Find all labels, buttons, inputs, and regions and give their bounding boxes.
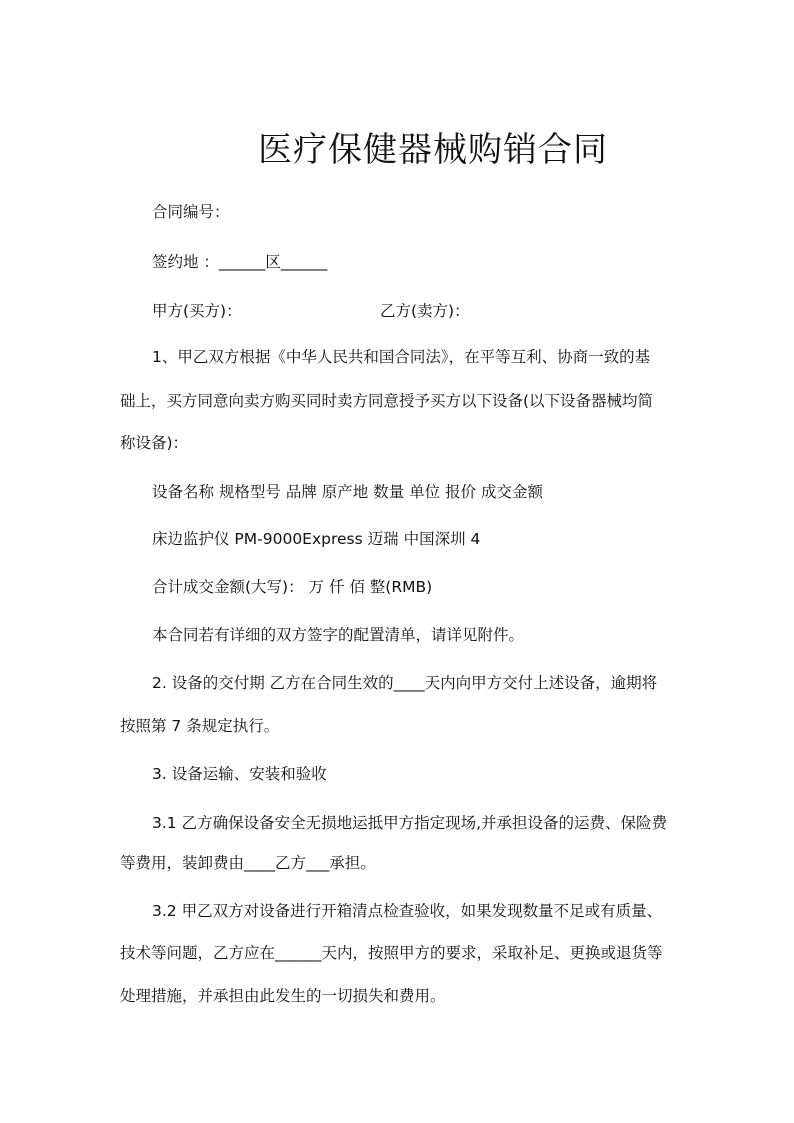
total-amount-line: 合计成交金额(大写)： 万 仟 佰 整(RMB) xyxy=(152,578,433,596)
party-a-label: 甲方(买方)： xyxy=(152,302,242,320)
clause-1-line-1: 1、甲乙双方根据《中华人民共和国合同法》，在平等互利、协商一致的基 xyxy=(152,348,651,366)
equipment-table-header: 设备名称 规格型号 品牌 原产地 数量 单位 报价 成交金额 xyxy=(152,483,543,501)
clause-3-heading: 3. 设备运输、安装和验收 xyxy=(152,765,327,783)
clause-3-2-line-2: 技术等问题，乙方应在______天内，按照甲方的要求，采取补足、更换或退货等 xyxy=(120,944,663,962)
clause-3-2-line-3: 处理措施，并承担由此发生的一切损失和费用。 xyxy=(120,987,446,1005)
equipment-table-row: 床边监护仪 PM-9000Express 迈瑞 中国深圳 4 xyxy=(152,530,481,548)
attachment-note: 本合同若有详细的双方签字的配置清单，请详见附件。 xyxy=(152,626,525,644)
clause-3-1-line-2: 等费用，装卸费由____乙方___承担。 xyxy=(120,854,376,872)
clause-1-line-3: 称设备)： xyxy=(120,434,189,452)
clause-3-2-line-1: 3.2 甲乙双方对设备进行开箱清点检查验收，如果发现数量不足或有质量、 xyxy=(152,902,663,920)
party-b-label: 乙方(卖方)： xyxy=(380,302,470,320)
signing-place: 签约地 ：______区______ xyxy=(152,253,328,271)
contract-number-label: 合同编号： xyxy=(152,203,230,221)
clause-2-line-2: 按照第 7 条规定执行。 xyxy=(120,717,280,735)
clause-2-line-1: 2. 设备的交付期 乙方在合同生效的____天内向甲方交付上述设备，逾期将 xyxy=(152,674,658,692)
document-title: 医疗保健器械购销合同 xyxy=(258,130,608,170)
clause-1-line-2: 础上，买方同意向卖方购买同时卖方同意授予买方以下设备(以下设备器械均简 xyxy=(120,392,654,410)
clause-3-1-line-1: 3.1 乙方确保设备安全无损地运抵甲方指定现场,并承担设备的运费、保险费 xyxy=(152,814,668,832)
